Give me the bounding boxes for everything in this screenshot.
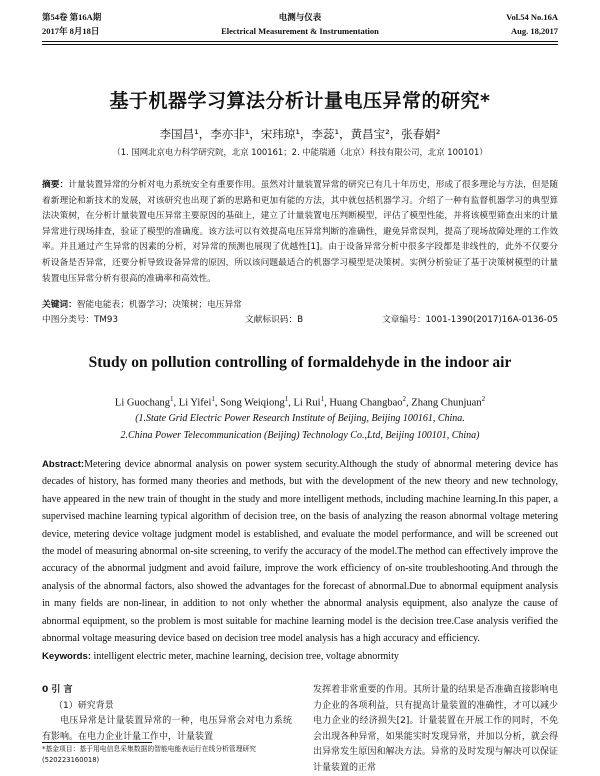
author-en: Li Rui bbox=[293, 397, 321, 409]
affiliation-en-2: 2.China Power Telecommunication (Beijing) Technology Co.,Ltd, Beijing 100101, China) bbox=[120, 430, 480, 441]
author-en: Li Guochang bbox=[114, 397, 171, 409]
author-sup: 1 bbox=[170, 395, 174, 403]
article-number: 文章编号：1001-1390(2017)16A-0136-05 bbox=[382, 315, 558, 325]
running-header bbox=[42, 10, 558, 50]
keywords-en bbox=[42, 651, 558, 662]
author-en: Song Weiqiong bbox=[220, 397, 285, 409]
author-en: Huang Changbao bbox=[329, 397, 403, 409]
keywords-cn-label: 关键词： bbox=[42, 300, 77, 310]
volume-issue: 第54卷 第16A期 bbox=[42, 12, 102, 22]
header-right bbox=[506, 10, 558, 38]
authors-cn: 李国昌¹，李亦非¹，宋玮琼¹，李蕊¹，黄昌宝²，张春娟² bbox=[159, 127, 441, 141]
subsection-heading: （1）研究背景 bbox=[54, 700, 114, 711]
abstract-en-label: Abstract: bbox=[42, 459, 85, 470]
header-center bbox=[42, 10, 558, 38]
header-rule-thin bbox=[42, 44, 558, 45]
volume-issue-en: Vol.54 No.16A bbox=[506, 12, 558, 22]
issue-date-en: Aug. 18,2017 bbox=[511, 26, 558, 36]
keywords-en-text: intelligent electric meter, machine learning, decision tree, voltage abnormity bbox=[93, 651, 399, 662]
author-sup: 1 bbox=[211, 395, 215, 403]
journal-name-cn: 电测与仪表 bbox=[278, 12, 322, 22]
abstract-cn bbox=[42, 178, 558, 287]
author-sup: 2 bbox=[481, 395, 486, 403]
authors-en: Li Guochang$^1$, Li Yifei$^1$, Song Weiqiong$^1$, Li Rui$^1$, Huang Changbao$^2$, Zhang Chunjuan$^2$ bbox=[114, 395, 486, 409]
body-column-right bbox=[313, 683, 558, 776]
author-sup: 1 bbox=[320, 395, 325, 403]
abstract-cn-text: 计量装置异常的分析对电力系统安全有重要作用。虽然对计量装置异常的研究已有几十年历史，形成了很多理论与方法，但是随着新理论和新技术的发展，对该研究也出现了新的思路和更加有能的方法，其中就包括机器学习。介绍了一种有监督机器学习的典型算法决策树，在分析计量装置电压异常主要原因的基础上，建立了计量装置电压判断模型，评估了模型性能，并将该模型筛查出来的计量异常进行现场排查，验证了模型的准确度。该方法可以有效提高电压异常判断的准确性，避免异常误判，提高了现场故障处理的工作效率。并且通过产生异常的因素的分析，对异常的预测也展现了优越性[1]。由于设备异常分析中很多字段都是非线性的，此外不仅要分析设备是否异常，还要分析导致设备异常的原因，所以该问题最适合的机器学习模型是决策树。实例分析验证了基于决策树模型的计量装置电压异常分析有很高的准确率和高效性。 bbox=[42, 180, 559, 284]
affiliation-cn: （1. 国网北京电力科学研究院，北京 100161；2. 中能瑞通（北京）科技有限公司，北京 100101） bbox=[112, 147, 488, 157]
keywords-cn-text: 智能电能表；机器学习；决策树；电压异常 bbox=[76, 300, 242, 310]
header-rule bbox=[42, 41, 558, 42]
document-code: 文献标识码：B bbox=[245, 315, 304, 325]
affiliation-en-1: (1.State Grid Electric Power Research Institute of Beijing, Beijing 100161, China. bbox=[135, 413, 465, 424]
classification-line bbox=[42, 313, 558, 327]
title-cn: 基于机器学习算法分析计量电压异常的研究* bbox=[109, 90, 491, 112]
abstract-en-text: Metering device abnormal analysis on power system security.Although the study of abnormal metering device has decades of history, has formed many theories and methods, but with the development of the new theory and new technology, have appeared in the new train of thought in the study and more intelligent methods, including machine learning.In this paper, a supervised machine learning typical algorithm of decision tree, on the basis of analyzing the reason abnormal voltage metering device, metering device voltage judgment model is established, and evaluate the model performance, and will be screened out the model of measuring abnormal on-site screening, to verify the accuracy of the model.The method can effectively improve the accuracy of the abnormal judgment and avoid failure, improve the work efficiency of on-site troubleshooting.And through the analysis of the abnormal factors, also showed the advantages for the forecast of abnormal.Due to abnormal equipment analysis in many fields are non-linear, in addition to not only whether the abnormal analysis equipment, also analyze the cause of abnormal equipment, so the problem is most suitable for machine learning model is the decision tree.Case analysis verified the abnormal voltage measuring device based on decision tree model analysis has a high accuracy and efficiency. bbox=[42, 459, 558, 645]
footnote-rule bbox=[42, 742, 152, 743]
keywords-cn bbox=[42, 298, 558, 310]
abstract-en bbox=[42, 456, 558, 647]
body-column-left bbox=[42, 683, 292, 745]
class-number: 中图分类号：TM93 bbox=[42, 315, 118, 325]
author-en: Zhang Chunjuan bbox=[411, 397, 482, 409]
issue-date: 2017年 8月18日 bbox=[42, 26, 100, 36]
section-heading: 0 引 言 bbox=[42, 685, 73, 695]
author-en: Li Yifei bbox=[178, 397, 212, 409]
body-paragraph-right: 发挥着非常重要的作用。其所计量的结果是否准确直接影响电力企业的各项利益，只有提高计量装置的准确性，才可以减少电力企业的经济损失[2]。计量装置在开展工作的同时，不免会出现各种异常，如果能实时发现异常，并加以分析，就会得出异常发生原因和解决方法。异常的及时发现与解决可以保证计量装置的正常 bbox=[313, 685, 558, 773]
journal-name-en: Electrical Measurement & Instrumentation bbox=[221, 26, 379, 36]
abstract-cn-label: 摘要： bbox=[42, 180, 69, 190]
author-sup: 2 bbox=[402, 395, 407, 403]
funding-footnote: *基金项目：基于用电信息采集数据的智能电能表运行在线分析管理研究(520223160018) bbox=[42, 745, 257, 764]
keywords-en-label: Keywords: bbox=[42, 651, 92, 662]
body-paragraph-left: 电压异常是计量装置异常的一种，电压异常会对电力系统有影响。在电力企业计量工作中，计量装置 bbox=[42, 716, 292, 742]
author-sup: 1 bbox=[284, 395, 289, 403]
title-en: Study on pollution controlling of formaldehyde in the indoor air bbox=[88, 354, 512, 371]
